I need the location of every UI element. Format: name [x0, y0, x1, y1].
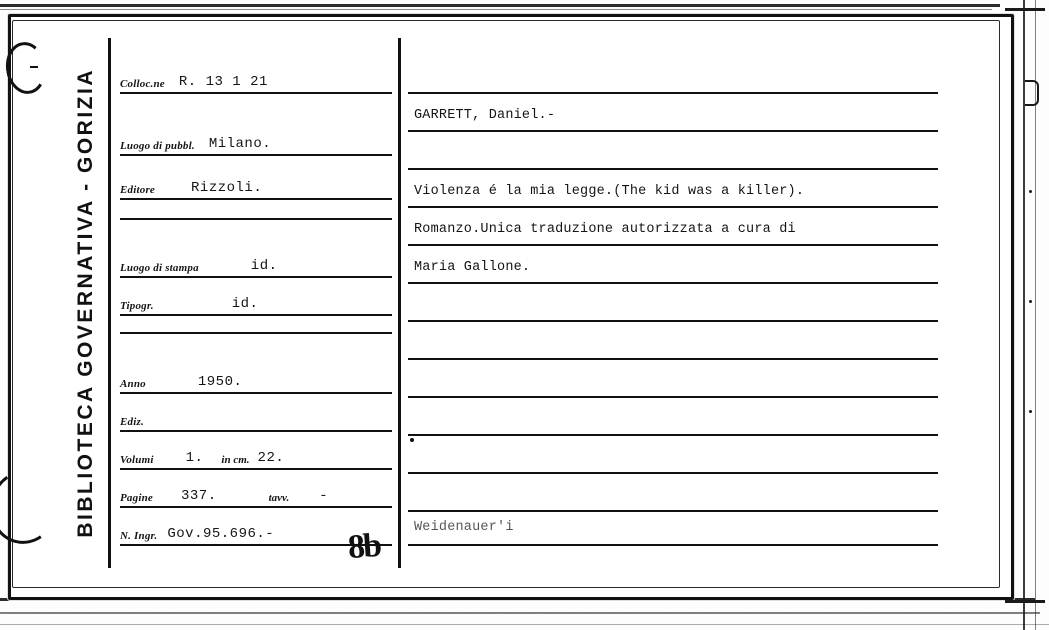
- field-label: Volumi: [120, 454, 154, 466]
- field-label-secondary: in cm.: [221, 454, 250, 466]
- field-value: 1950.: [197, 374, 243, 390]
- field-value: Gov.95.696.-: [167, 526, 275, 542]
- scan-artifact-line-top: [0, 4, 1000, 7]
- film-edge-dot: [1029, 410, 1032, 413]
- scan-artifact-line-bottom-faint: [0, 624, 1049, 625]
- field-label: Luogo di pubbl.: [120, 140, 195, 152]
- catalogue-card: [48, 30, 948, 576]
- entry-rule: [408, 92, 938, 94]
- entry-line-title: Violenza é la mia legge.(The kid was a killer).: [414, 184, 805, 199]
- film-edge-markings: [1005, 0, 1045, 630]
- field-label: Colloc.ne: [120, 78, 165, 90]
- ink-blot: [410, 438, 414, 442]
- field-blank-rule: [120, 332, 392, 334]
- field-value-secondary: 22.: [257, 450, 285, 466]
- scan-artifact-line-bottom-dashed: [0, 612, 1040, 614]
- film-edge-mark-bottom: [1005, 600, 1045, 603]
- entry-line-note: Romanzo.Unica traduzione autorizzata a cura di: [414, 222, 796, 237]
- field-label-secondary: tavv.: [268, 492, 290, 504]
- field-label: Tipogr.: [120, 300, 154, 312]
- field-label: Luogo di stampa: [120, 262, 199, 274]
- entry-rule: [408, 168, 938, 170]
- entry-rule: [408, 244, 938, 246]
- entry-rule: [408, 510, 938, 512]
- field-label: Anno: [120, 378, 146, 390]
- entry-rule: [408, 434, 938, 436]
- field-value: [144, 428, 158, 430]
- handwritten-stamp-number: 8b: [346, 526, 382, 567]
- field-value: Milano.: [208, 136, 272, 152]
- entry-line-author: GARRETT, Daniel.-: [414, 108, 556, 123]
- field-value-secondary: -: [319, 488, 329, 504]
- field-tipografia: [120, 290, 392, 316]
- field-value: 337.: [180, 488, 217, 504]
- field-label: Ediz.: [120, 416, 144, 428]
- field-edizione: [120, 406, 392, 432]
- paper-tick-mark: [30, 66, 38, 68]
- entry-rule: [408, 472, 938, 474]
- field-pagine: [120, 482, 392, 508]
- scan-artifact-line-top-secondary: [0, 9, 992, 10]
- card-right-entry-column: [404, 30, 948, 576]
- field-label: N. Ingr.: [120, 530, 158, 542]
- field-editore: [120, 174, 392, 200]
- field-value: id.: [231, 296, 259, 312]
- entry-rule: [408, 206, 938, 208]
- institution-name: BIBLIOTECA GOVERNATIVA - GORIZIA: [74, 68, 97, 538]
- film-edge-notch: [1025, 80, 1039, 106]
- field-luogo-di-stampa: [120, 252, 392, 278]
- field-luogo-di-pubblicazione: [120, 130, 392, 156]
- card-left-field-column: [114, 30, 402, 576]
- entry-rule: [408, 396, 938, 398]
- entry-rule: [408, 358, 938, 360]
- field-collocazione: [120, 68, 392, 94]
- film-edge-dot: [1029, 300, 1032, 303]
- field-blank-rule: [120, 218, 392, 220]
- field-label: Editore: [120, 184, 156, 196]
- card-vertical-rule-left: [108, 38, 111, 568]
- field-label: Pagine: [120, 492, 153, 504]
- entry-rule: [408, 282, 938, 284]
- entry-rule: [408, 130, 938, 132]
- film-edge-dot: [1029, 190, 1032, 193]
- entry-line-translator: Maria Gallone.: [414, 260, 531, 275]
- field-value: id.: [250, 258, 278, 274]
- entry-rule: [408, 320, 938, 322]
- institution-spine: [58, 30, 114, 576]
- field-value: Rizzoli.: [191, 180, 263, 196]
- field-volumi: [120, 444, 392, 470]
- film-edge-mark-top: [1005, 8, 1045, 11]
- field-value: R. 13 1 21: [178, 74, 268, 90]
- entry-line-footer: Weidenauer'i: [414, 520, 514, 535]
- field-value: 1.: [185, 450, 204, 466]
- entry-rule: [408, 544, 938, 546]
- field-anno: [120, 368, 392, 394]
